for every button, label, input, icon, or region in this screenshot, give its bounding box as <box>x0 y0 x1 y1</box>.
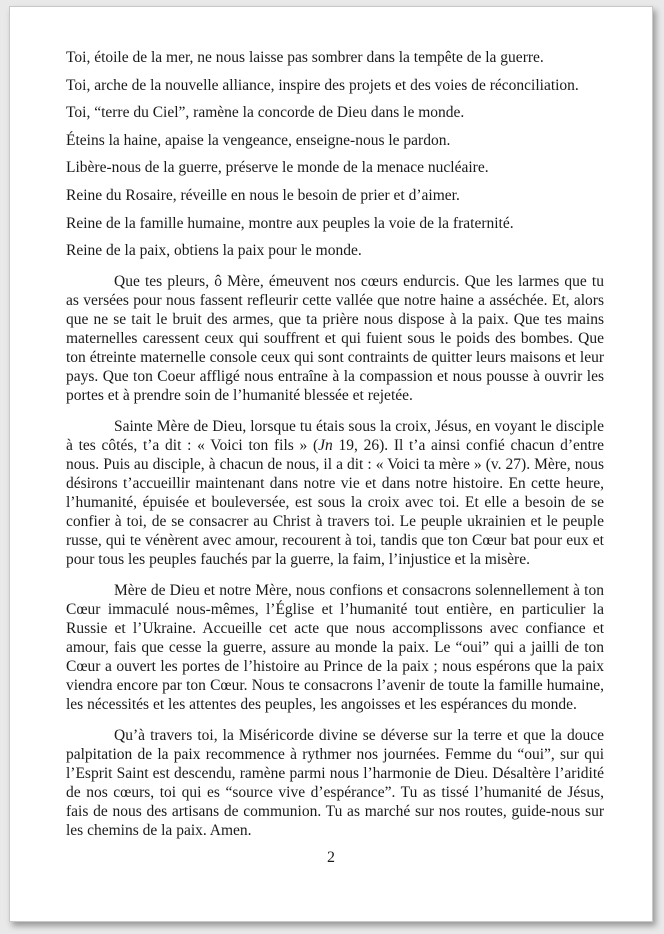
invocation-line: Reine de la paix, obtiens la paix pour le monde. <box>66 242 362 260</box>
paragraph-text: 19, 26). Il t’a ainsi confié chacun d’entre nous. Puis au disciple, à chacun de nous, il a dit : « Voici ta mère » (v. 27). Mère, nous désirons t’accueillir maintenant dans notre vie et dans notre histoire. En cette heure, l’humanité, épuisée et bouleversée, est sous la croix avec toi. Et elle a besoin de se confier à toi, de se consacrer au Christ à travers toi. Le peuple ukrainien et le peuple russe, qui te vénèrent avec amour, recourent à toi, tandis que ton Cœur bat pour eux et pour tous les peuples fauchés par la guerre, la faim, l’injustice et la misère. <box>66 437 604 569</box>
invocation-line: Toi, arche de la nouvelle alliance, inspire des projets et des voies de réconciliation. <box>66 76 579 94</box>
body-paragraph: Qu’à travers toi, la Miséricorde divine se déverse sur la terre et que la douce palpitation de la paix recommence à rythmer nos journées. Femme du “oui”, sur qui l’Esprit Saint est descendu, ramène parmi nous l’harmonie de Dieu. Désaltère l’aridité de nos cœurs, toi qui es “source vive d’espérance”. Tu as tissé l’humanité de Jésus, fais de nous des artisans de communion. Tu as marché sur nos routes, guide-nous sur les chemins de la paix. Amen. <box>66 727 604 840</box>
document-page <box>9 6 653 922</box>
body-paragraph: Que tes pleurs, ô Mère, émeuvent nos cœurs endurcis. Que les larmes que tu as versées pour nous fassent refleurir cette vallée que notre haine a asséchée. Et, alors que ne se tait le bruit des armes, que ta prière nous dispose à la paix. Que tes mains maternelles caressent ceux qui souffrent et qui fuient sous le poids des bombes. Que ton étreinte maternelle console ceux qui sont contraints de quitter leurs maisons et leur pays. Que ton Coeur affligé nous entraîne à la compassion et nous pousse à ouvrir les portes et à prendre soin de l’humanité blessée et rejetée. <box>66 273 604 405</box>
body-paragraph <box>66 417 604 569</box>
invocation-line: Toi, “terre du Ciel”, ramène la concorde de Dieu dans le monde. <box>66 104 465 122</box>
invocation-line: Éteins la haine, apaise la vengeance, enseigne-nous le pardon. <box>66 131 451 149</box>
invocation-line: Reine de la famille humaine, montre aux peuples la voie de la fraternité. <box>66 214 514 232</box>
page-text <box>66 48 604 852</box>
invocation-line: Toi, étoile de la mer, ne nous laisse pas sombrer dans la tempête de la guerre. <box>66 49 544 66</box>
invocation-line: Reine du Rosaire, réveille en nous le besoin de prier et d’aimer. <box>66 186 460 204</box>
page-number: 2 <box>327 849 335 866</box>
body-paragraph: Mère de Dieu et notre Mère, nous confions et consacrons solennellement à ton Cœur immaculé nous-mêmes, l’Église et l’humanité tout entière, en particulier la Russie et l’Ukraine. Accueille cet acte que nous accomplissons avec confiance et amour, fais que cesse la guerre, assure au monde la paix. Le “oui” qui a jailli de ton Cœur a ouvert les portes de l’histoire au Prince de la paix ; nous espérons que la paix viendra encore par ton Cœur. Nous te consacrons l’avenir de toute la famille humaine, les nécessités et les attentes des peuples, les angoisses et les espérances du monde. <box>66 582 604 714</box>
scripture-reference: Jn <box>318 437 333 455</box>
paragraph-text: Sainte Mère de Dieu, lorsque tu étais sous la croix, Jésus, en voyant le disciple à tes côtés, t’a dit : « Voici ton fils » ( <box>66 418 604 455</box>
invocation-line: Libère-nous de la guerre, préserve le monde de la menace nucléaire. <box>66 159 489 177</box>
